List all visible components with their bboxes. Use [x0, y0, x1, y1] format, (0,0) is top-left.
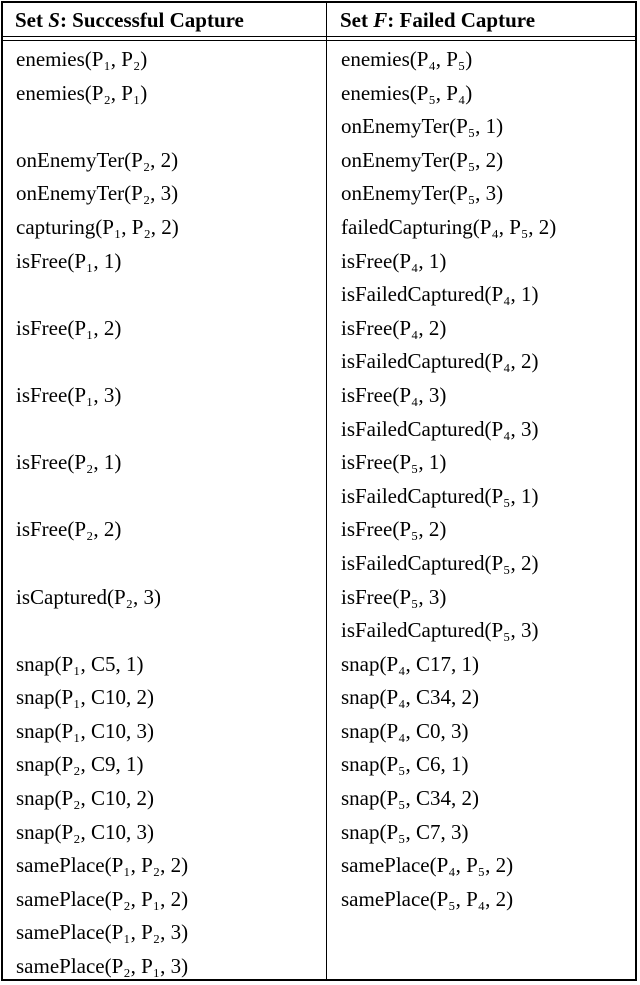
set-s-column [16, 43, 188, 984]
table-row [341, 916, 556, 950]
table-row: isFree(P₁, 3) [16, 382, 122, 407]
table-row: onEnemyTer(P₅, 2) [341, 147, 504, 172]
table-row [16, 413, 188, 447]
table-row: isFree(P₄, 3) [341, 382, 447, 407]
table-header [3, 3, 635, 37]
table-row [341, 950, 556, 984]
table-row: isFailedCaptured(P₄, 3) [341, 416, 539, 441]
table-row [16, 278, 188, 312]
table-row: samePlace(P₁, P₂, 2) [16, 853, 189, 878]
header-f-symbol: F [373, 8, 388, 32]
table-row: isCaptured(P₂, 3) [16, 584, 161, 609]
table-row: isFree(P₂, 1) [16, 450, 122, 475]
table-row: snap(P₅, C6, 1) [341, 752, 469, 777]
table-row [16, 110, 188, 144]
table-row: snap(P₁, C5, 1) [16, 651, 144, 676]
header-s-suffix: : Successful Capture [59, 8, 244, 32]
table-row [16, 547, 188, 581]
table-row: samePlace(P₂, P₁, 2) [16, 886, 189, 911]
header-double-rule [3, 40, 635, 41]
header-s-symbol: S [48, 8, 60, 32]
table-row: snap(P₁, C10, 2) [16, 685, 154, 710]
table-row: samePlace(P₁, P₂, 3) [16, 920, 189, 945]
table-row: isFree(P₁, 1) [16, 248, 122, 273]
header-set-f [340, 5, 535, 35]
table-row: snap(P₄, C34, 2) [341, 685, 479, 710]
header-f-prefix: Set [340, 8, 374, 32]
table-row: snap(P₄, C0, 3) [341, 718, 469, 743]
table-row: isFree(P₄, 1) [341, 248, 447, 273]
table-row: snap(P₅, C7, 3) [341, 819, 469, 844]
table-row: samePlace(P₂, P₁, 3) [16, 954, 189, 979]
table-row [16, 480, 188, 514]
table-row: isFree(P₅, 2) [341, 517, 447, 542]
table-row: isFailedCaptured(P₄, 2) [341, 349, 539, 374]
table-row: samePlace(P₅, P₄, 2) [341, 886, 514, 911]
table-row: enemies(P₂, P₁) [16, 80, 148, 105]
table-row: snap(P₂, C10, 3) [16, 819, 154, 844]
table-row: snap(P₂, C10, 2) [16, 786, 154, 811]
table-row: samePlace(P₄, P₅, 2) [341, 853, 514, 878]
table-row: isFree(P₁, 2) [16, 315, 122, 340]
table-row: onEnemyTer(P₂, 3) [16, 181, 179, 206]
header-set-s [15, 5, 244, 35]
header-s-prefix: Set [15, 8, 49, 32]
capture-sets-table [1, 1, 637, 981]
table-row: snap(P₁, C10, 3) [16, 718, 154, 743]
table-row: isFree(P₅, 1) [341, 450, 447, 475]
table-row: snap(P₄, C17, 1) [341, 651, 479, 676]
table-row: enemies(P₁, P₂) [16, 47, 148, 71]
table-row: snap(P₂, C9, 1) [16, 752, 144, 777]
table-row: isFree(P₂, 2) [16, 517, 122, 542]
table-row: capturing(P₁, P₂, 2) [16, 214, 179, 239]
table-row: onEnemyTer(P₅, 1) [341, 114, 504, 139]
table-row: isFree(P₅, 3) [341, 584, 447, 609]
table-row: snap(P₅, C34, 2) [341, 786, 479, 811]
table-row: onEnemyTer(P₂, 2) [16, 147, 179, 172]
table-row: isFailedCaptured(P₅, 2) [341, 550, 539, 575]
table-row: isFree(P₄, 2) [341, 315, 447, 340]
table-row: enemies(P₅, P₄) [341, 80, 473, 105]
table-row: isFailedCaptured(P₄, 1) [341, 282, 539, 307]
table-row: onEnemyTer(P₅, 3) [341, 181, 504, 206]
table-row: failedCapturing(P₄, P₅, 2) [341, 214, 557, 239]
column-divider [326, 3, 327, 979]
set-f-column [341, 43, 556, 984]
table-row [16, 345, 188, 379]
table-row: isFailedCaptured(P₅, 1) [341, 483, 539, 508]
header-f-suffix: : Failed Capture [387, 8, 536, 32]
table-row [16, 614, 188, 648]
table-row: isFailedCaptured(P₅, 3) [341, 618, 539, 643]
table-row: enemies(P₄, P₅) [341, 47, 473, 71]
